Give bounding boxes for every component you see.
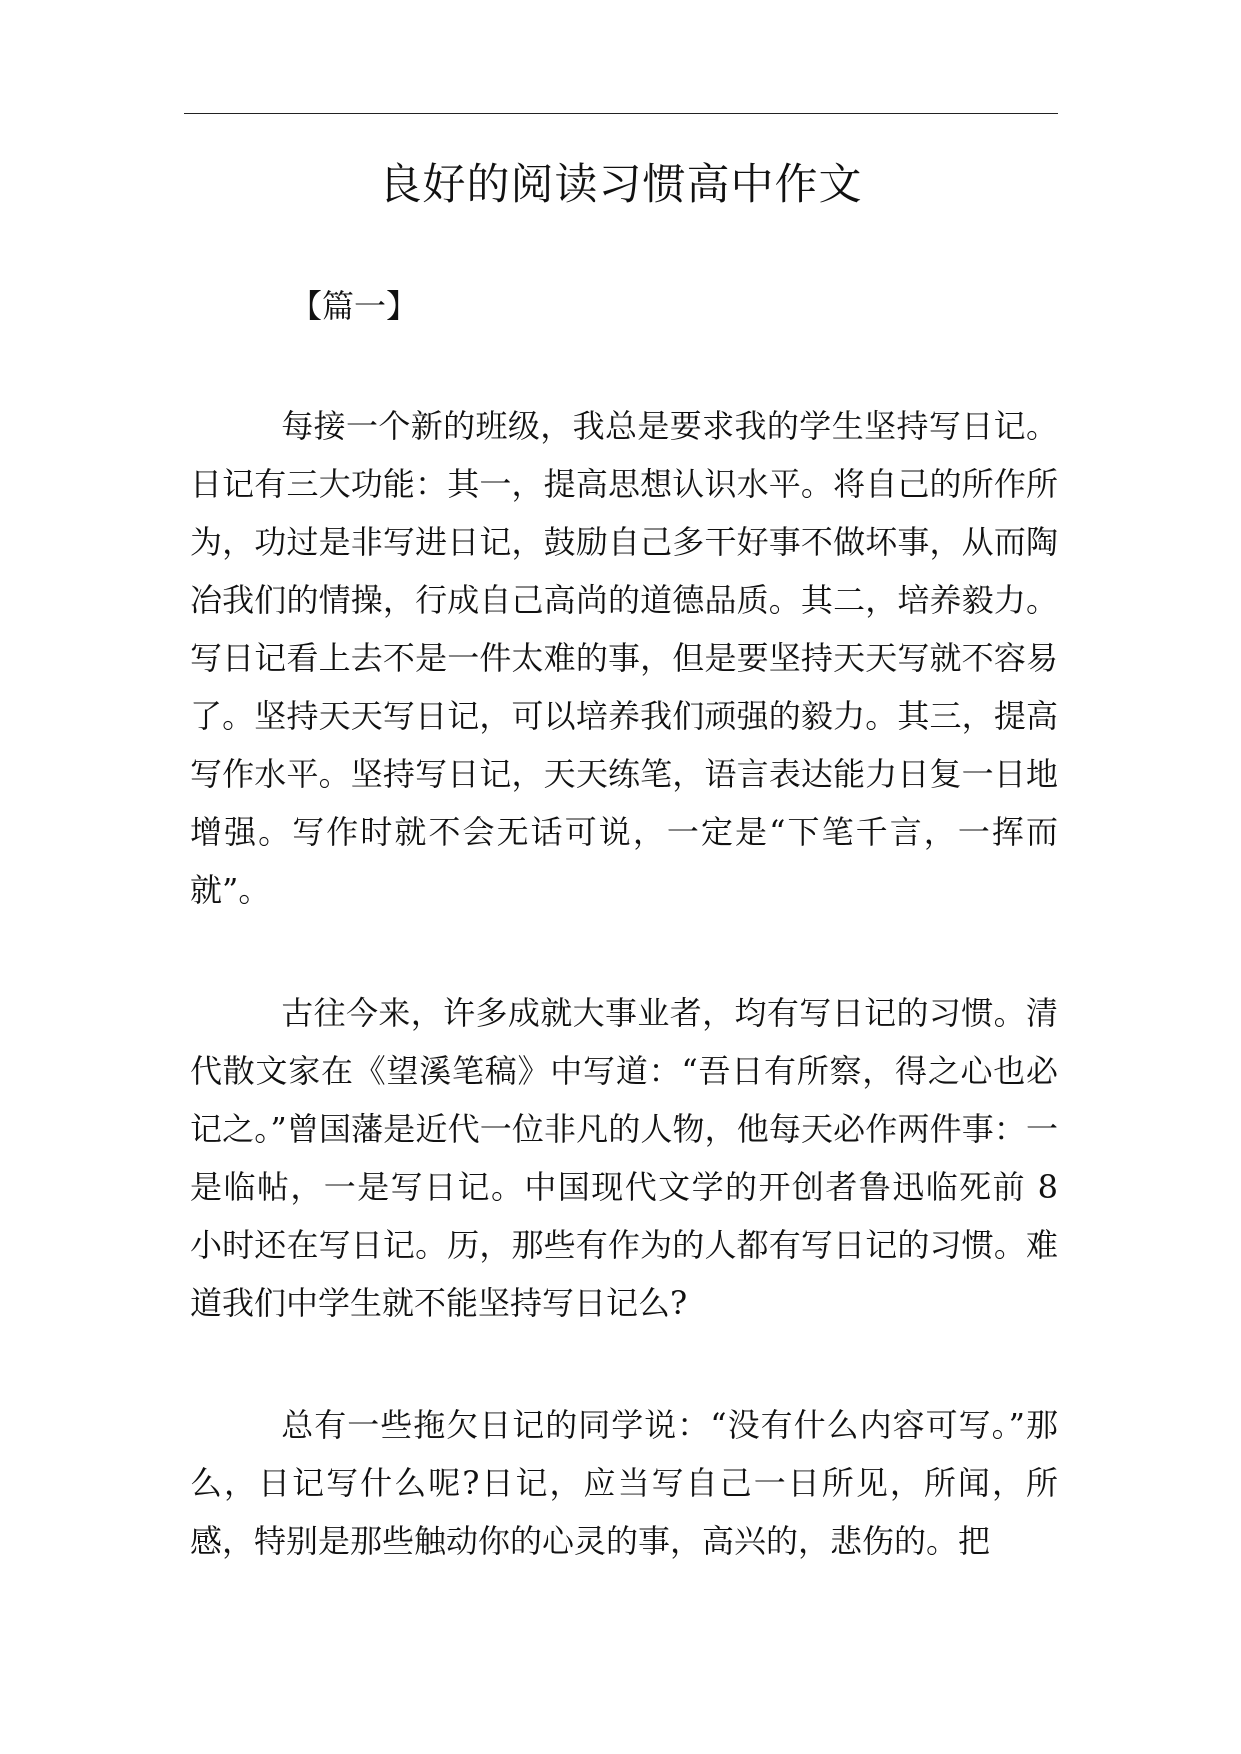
paragraph-text: 总有一些拖欠日记的同学说：“没有什么内容可写。”那么，日记写什么呢?日记，应当写自己一日所见，所闻，所感，特别是那些触动你的心灵的事，高兴的，悲伤的。把 [190,1406,1058,1560]
section-label: 【篇一】 [290,287,419,325]
body-paragraph-2 [190,984,1058,1332]
body-paragraph-1 [190,397,1058,919]
paragraph-text: 每接一个新的班级，我总是要求我的学生坚持写日记。日记有三大功能：其一，提高思想认识水平。将自己的所作所为，功过是非写进日记，鼓励自己多干好事不做坏事，从而陶冶我们的情操，行成自己高尚的道德品质。其二，培养毅力。写日记看上去不是一件太难的事，但是要坚持天天写就不容易了。坚持天天写日记，可以培养我们顽强的毅力。其三，提高写作水平。坚持写日记，天天练笔，语言表达能力日复一日地增强。写作时就不会无话可说，一定是“下笔千言，一挥而就”。 [190,407,1058,909]
paragraph-text: 古往今来，许多成就大事业者，均有写日记的习惯。清代散文家在《望溪笔稿》中写道：“吾日有所察，得之心也必记之。”曾国藩是近代一位非凡的人物，他每天必作两件事：一是临帖，一是写日记。中国现代文学的开创者鲁迅临死前 8 小时还在写日记。历，那些有作为的人都有写日记的习惯。难道我们中学生就不能坚持写日记么? [190,994,1058,1322]
page-title: 良好的阅读习惯高中作文 [378,160,863,210]
header-rule [184,113,1058,114]
body-paragraph-3 [190,1396,1058,1570]
